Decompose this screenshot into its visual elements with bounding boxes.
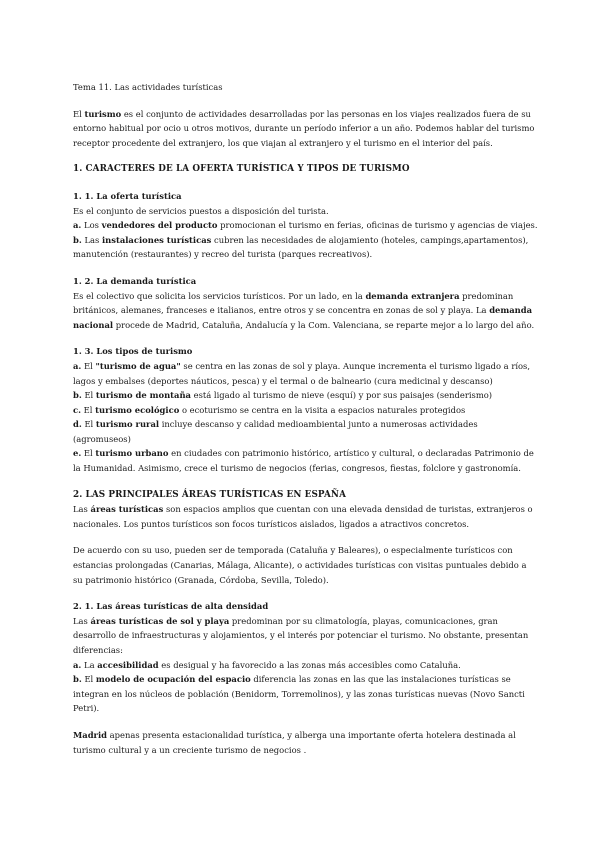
s12-text-1: Es el colectivo que solicita los servicios turísticos. Por un lado, en la: [73, 290, 366, 301]
item-letter: b.: [73, 234, 82, 245]
s2-p1-term: áreas turísticas: [90, 504, 164, 515]
s11-item-a: [73, 218, 538, 233]
s13-item-c: [73, 403, 538, 418]
s21-item-a: [73, 658, 538, 673]
s21-item-b: [73, 672, 538, 716]
s12-text: [73, 289, 538, 333]
item-letter: a.: [73, 360, 82, 371]
s13-heading: 1. 3. Los tipos de turismo: [73, 346, 193, 357]
item-term: instalaciones turísticas: [101, 234, 212, 245]
item-letter: d.: [73, 419, 82, 430]
item-pre: La: [81, 659, 98, 670]
item-text: diferencia las zonas en las que las instalaciones turísticas se integran en los núcleos de población (Benidorm, Torremolinos), y las zonas turísticas nuevas (Novo Sancti Petri).: [73, 674, 525, 714]
item-pre: El: [81, 419, 96, 430]
s13-item-d: [73, 417, 538, 446]
intro-term: turismo: [84, 108, 122, 119]
s2-p1-text: son espacios amplios que cuentan con una elevada densidad de turistas, extranjeros o nacionales. Los puntos turísticos son focos turísticos aislados, ligados a atractivos concretos.: [73, 504, 533, 529]
section1-heading: 1. CARACTERES DE LA OFERTA TURÍSTICA Y TIPOS DE TURISMO: [73, 164, 410, 175]
item-term: turismo urbano: [95, 448, 169, 459]
s21-heading: 2. 1. Las áreas turísticas de alta densidad: [73, 601, 269, 612]
item-text: está ligado al turismo de nieve (esquí) y por sus paisajes (senderismo): [190, 390, 493, 401]
s21-pre: Las: [73, 615, 91, 626]
s2-paragraph-1: [73, 502, 538, 531]
s11-heading: 1. 1. La oferta turística: [73, 190, 182, 201]
item-letter: a.: [73, 220, 82, 231]
s2-paragraph-2: De acuerdo con su uso, pueden ser de temporada (Cataluña y Baleares), o especialmente turísticos con estancias prolongadas (Canarias, Málaga, Alicante), o actividades turísticas con visitas puntuales debido a su patrimonio histórico (Granada, Córdoba, Sevilla, Toledo).: [73, 545, 527, 585]
item-pre: El: [81, 404, 96, 415]
item-text: incluye descanso y calidad medioambiental junto a numerosas actividades (agromuseos): [73, 419, 478, 444]
intro-text: es el conjunto de actividades desarrolladas por las personas en los viajes realizados fuera de su entorno habitual por ocio u otros motivos, durante un período inferior a un año. Podemos hablar del turismo receptor procedente del extranjero, los que viajan al extranjero y el turismo en el interior del país.: [73, 108, 535, 148]
item-term: "turismo de agua": [95, 360, 181, 371]
document-title: Tema 11. Las actividades turísticas: [73, 82, 223, 92]
madrid-paragraph: [73, 728, 538, 757]
item-text: cubren las necesidades de alojamiento (hoteles, campings,apartamentos), manutención (restaurantes) y recreo del turista (parques recreativos).: [73, 234, 529, 260]
item-term: turismo rural: [95, 419, 160, 430]
section2-heading: 2. LAS PRINCIPALES ÁREAS TURÍSTICAS EN ESPAÑA: [73, 489, 346, 500]
s11-item-b: [73, 233, 538, 262]
intro-pre: El: [73, 108, 85, 119]
item-pre: Los: [81, 220, 102, 231]
item-pre: El: [81, 674, 96, 685]
s2-p1-pre: Las: [73, 504, 91, 515]
item-term: turismo de montaña: [95, 390, 191, 401]
madrid-text: apenas presenta estacionalidad turística, y alberga una importante oferta hotelera destinada al turismo cultural y a un creciente turismo de negocios .: [73, 729, 516, 755]
item-term: vendedores del producto: [101, 220, 218, 231]
item-text: en ciudades con patrimonio histórico, artístico y cultural, o declaradas Patrimonio de la Humanidad. Asimismo, crece el turismo de negocios (ferias, congresos, fiestas, folclore y gastronomía.: [73, 448, 534, 474]
item-pre: El: [81, 360, 96, 371]
item-text: se centra en las zonas de sol y playa. Aunque incrementa el turismo ligado a ríos, lagos y embalses (deportes náuticos, pesca) y el termal o de balneario (cura medicinal y descanso): [73, 360, 531, 386]
item-term: accesibilidad: [97, 659, 159, 670]
s13-item-e: [73, 446, 538, 475]
s11-text: Es el conjunto de servicios puestos a disposición del turista.: [73, 205, 329, 216]
item-text: o ecoturismo se centra en la visita a espacios naturales protegidos: [179, 404, 466, 415]
item-letter: c.: [73, 404, 82, 415]
s12-text-3: procede de Madrid, Cataluña, Andalucía y la Com. Valenciana, se reparte mejor a lo largo del año.: [113, 319, 535, 330]
s21-text: [73, 614, 538, 658]
item-letter: b.: [73, 390, 82, 401]
s13-item-b: [73, 388, 538, 403]
s12-heading: 1. 2. La demanda turística: [73, 275, 197, 286]
item-pre: Las: [81, 234, 102, 245]
s12-text-2: predominan británicos, alemanes, franceses e italianos, entre otros y se concentra en zonas de sol y playa. La: [73, 290, 514, 316]
s21-term: áreas turísticas de sol y playa: [90, 615, 230, 626]
s12-term-1: demanda extranjera: [365, 290, 460, 301]
madrid-term: Madrid: [73, 729, 108, 740]
item-text: promocionan el turismo en ferias, oficinas de turismo y agencias de viajes.: [217, 220, 538, 231]
item-letter: e.: [73, 448, 82, 459]
s21-body: predominan por su climatología, playas, comunicaciones, gran desarrollo de infraestructuras y alojamientos, y el interés por potenciar el turismo. No obstante, presentan diferencias:: [73, 615, 529, 655]
item-term: turismo ecológico: [95, 404, 180, 415]
item-pre: El: [81, 448, 96, 459]
intro-paragraph: [73, 107, 538, 151]
item-letter: b.: [73, 674, 82, 685]
s13-item-a: [73, 359, 538, 388]
item-text: es desigual y ha favorecido a las zonas más accesibles como Cataluña.: [158, 659, 461, 670]
item-term: modelo de ocupación del espacio: [95, 674, 251, 685]
document-page: [73, 80, 538, 757]
s12-term-2: demanda nacional: [73, 305, 533, 330]
item-letter: a.: [73, 659, 82, 670]
item-pre: El: [81, 390, 96, 401]
